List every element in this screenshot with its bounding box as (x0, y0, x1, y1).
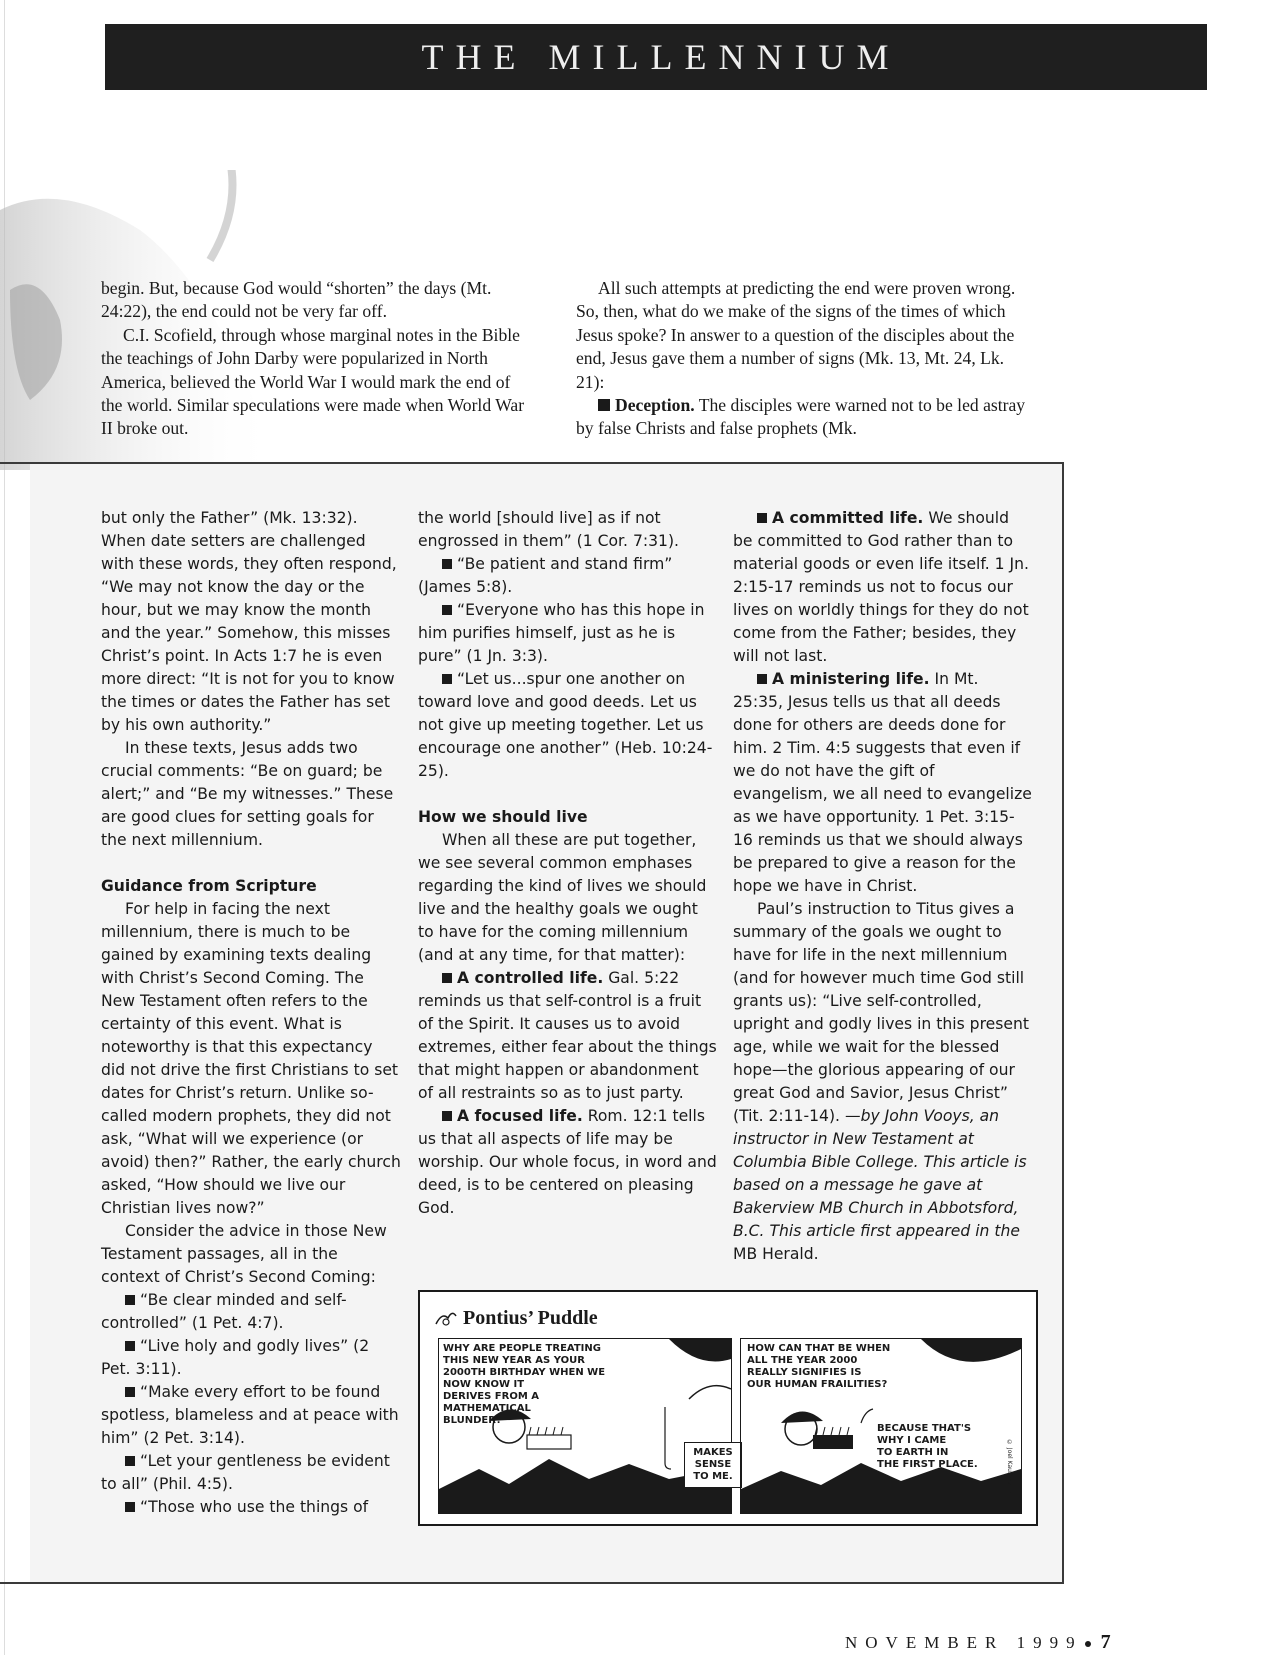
comic-panel-2 (740, 1338, 1022, 1514)
cartoon-logo-icon (434, 1308, 458, 1328)
comic-strip (418, 1290, 1038, 1526)
bullet-focused-life: A focused life. Rom. 12:1 tells us that all aspects of life may be worship. Our whole focus, in word and deed, is to be centered on pleasing God. (418, 1107, 717, 1217)
bullet-ministering-life: A ministering life. In Mt. 25:35, Jesus tells us that all deeds done for others are deeds done for him. 2 Tim. 4:5 suggests that even if we do not have the gift of evangelism, we all need to evangelize as we have opportunity. 1 Pet. 3:15-16 reminds us that we should always be prepared to give a reason for the hope we have in Christ. (733, 670, 1032, 895)
page-number: 7 (1100, 1631, 1111, 1653)
bullet-square-icon (442, 1111, 452, 1121)
cartoonist-signature: © Joel Kauffmann (1006, 1439, 1013, 1494)
paragraph: In these texts, Jesus adds two crucial comments: “Be on guard; be alert;” and “Be my witnesses.” These are good clues for setting goals for the next millennium. (101, 739, 394, 849)
speech-bubble: WHY ARE PEOPLE TREATING THIS NEW YEAR AS YOUR 2000TH BIRTHDAY WHEN WE NOW KNOW IT DERIVES FROM A MATHEMATICAL BLUNDER? (443, 1343, 606, 1426)
bullet-square-icon (125, 1456, 135, 1466)
paragraph: For help in facing the next millennium, there is much to be gained by examining texts dealing with Christ’s Second Coming. The New Testament often refers to the certainty of this event. What is noteworthy is that this expectancy did not drive the first Christians to set dates for Christ’s return. Unlike so-called modern prophets, they did not ask, “What will we experience (or avoid) then?” Rather, the early church asked, “How should we live our Christian lives now?” (101, 900, 401, 1217)
intro-paragraph: All such attempts at predicting the end were proven wrong. So, then, what do we make of the signs of the times of which Jesus spoke? In answer to a question of the disciples about the end, Jesus gave them a number of signs (Mk. 13, Mt. 24, Lk. 21): (576, 278, 1016, 392)
page-footer (845, 1631, 1111, 1654)
bullet-square-icon (125, 1295, 135, 1305)
bullet-square-icon (442, 674, 452, 684)
bullet-square-icon (125, 1387, 135, 1397)
bullet-square-icon (598, 399, 610, 411)
intro-paragraph: begin. But, because God would “shorten” the days (Mt. 24:22), the end could not be very far off. (101, 278, 492, 322)
bullet-deception: Deception. The disciples were warned not to be led astray by false Christs and false prophets (Mk. (576, 395, 1026, 439)
bullet-item: “Those who use the things of (101, 1496, 401, 1519)
article-column-1 (101, 507, 401, 1519)
issue-date: NOVEMBER 1999 (845, 1633, 1083, 1652)
header-banner (105, 24, 1207, 90)
author-byline: —by John Vooys, an instructor in New Testament at Columbia Bible College. This article is based on a message he gave at Bakerview MB Church in Abbotsford, B.C. This article first appeared in the (733, 1107, 1027, 1240)
intro-column-right (576, 277, 1028, 441)
speech-bubble: MAKES SENSE TO ME. (684, 1442, 742, 1488)
bullet-square-icon (442, 605, 452, 615)
panel-rule-top (0, 462, 1064, 464)
bullet-dot-icon (1085, 1641, 1091, 1647)
bullet-item: “Let us...spur one another on toward love and good deeds. Let us not give up meeting together. Let us encourage one another” (Heb. 10:24-25). (418, 670, 713, 780)
section-heading: Guidance from Scripture (101, 877, 317, 895)
panel-rule-right (1062, 462, 1064, 1584)
bullet-item: “Be patient and stand firm” (James 5:8). (418, 555, 673, 596)
intro-paragraph: C.I. Scofield, through whose marginal notes in the Bible the teachings of John Darby were popularized in North America, believed the World War I would mark the end of the world. Similar speculations were made when World War II broke out. (101, 324, 525, 439)
paragraph: the world [should live] as if not engrossed in them” (1 Cor. 7:31). (418, 509, 680, 550)
bullet-item: “Make every effort to be found spotless, blameless and at peace with him” (2 Pet. 3:14). (101, 1383, 399, 1447)
paragraph: but only the Father” (Mk. 13:32). When date setters are challenged with these words, they often respond, “We may not know the day or the hour, but we may know the month and the year.” Somehow, this misses Christ’s point. In Acts 1:7 he is even more direct: “It is not for you to know the times or dates the Father has set by his own authority.” (101, 509, 397, 734)
article-column-3 (733, 507, 1033, 1266)
panel-rule-bottom (0, 1582, 1064, 1584)
speech-bubble: HOW CAN THAT BE WHEN ALL THE YEAR 2000 REALLY SIGNIFIES IS OUR HUMAN FRAILITIES? (747, 1343, 891, 1390)
paragraph: Paul’s instruction to Titus gives a summary of the goals we ought to have for life in the next millennium (and for however much time God still grants us): “Live self-controlled, upright and godly lives in this present age, while we wait for the blessed hope—the glorious appearing of our great God and Savior, Jesus Christ” (Tit. 2:11-14). —by John Vooys, an instructor in New Testament at Columbia Bible College. This article is based on a message he gave at Bakerview MB Church in Abbotsford, B.C. This article first appeared in the MB Herald. (733, 900, 1029, 1263)
comic-title: Pontius’ Puddle (434, 1306, 598, 1330)
page-title: THE MILLENNIUM (421, 37, 901, 77)
bullet-committed-life: A committed life. We should be committed to God rather than to material goods or even life itself. 1 Jn. 2:15-17 reminds us not to focus our lives on worldly things for they do not come from the Father; besides, they will not last. (733, 509, 1029, 665)
bullet-square-icon (757, 513, 767, 523)
paragraph: Consider the advice in those New Testament passages, all in the context of Christ’s Second Coming: (101, 1222, 387, 1286)
speech-bubble: BECAUSE THAT'S WHY I CAME TO EARTH IN THE FIRST PLACE. (877, 1423, 978, 1470)
bullet-item: “Be clear minded and self-controlled” (1 Pet. 4:7). (101, 1291, 347, 1332)
bullet-square-icon (125, 1502, 135, 1512)
bullet-square-icon (757, 674, 767, 684)
intro-column-left (101, 277, 531, 441)
paragraph: When all these are put together, we see several common emphases regarding the kind of lives we should live and the healthy goals we ought to have for the coming millennium (and at any time, for that matter): (418, 831, 707, 964)
bullet-item: “Everyone who has this hope in him purifies himself, just as he is pure” (1 Jn. 3:3). (418, 601, 705, 665)
bullet-square-icon (125, 1341, 135, 1351)
bullet-controlled-life: A controlled life. Gal. 5:22 reminds us that self-control is a fruit of the Spirit. It causes us to avoid extremes, either fear about the things that might happen or abandonment of all restraints so as to just party. (418, 969, 717, 1102)
bullet-square-icon (442, 973, 452, 983)
bullet-item: “Live holy and godly lives” (2 Pet. 3:11). (101, 1337, 370, 1378)
bullet-item: “Let your gentleness be evident to all” (Phil. 4:5). (101, 1452, 390, 1493)
section-heading: How we should live (418, 808, 588, 826)
bullet-square-icon (442, 559, 452, 569)
article-column-2 (418, 507, 718, 1220)
